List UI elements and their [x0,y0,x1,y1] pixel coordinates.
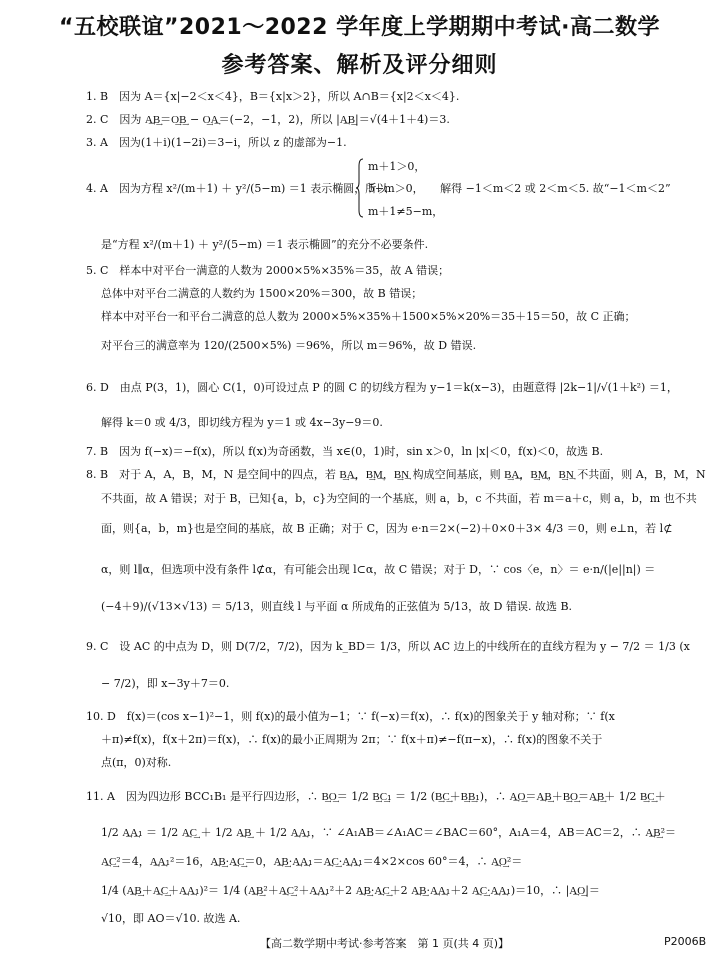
solution-line: √10，即 AO＝√10. 故选 A. [101,912,241,925]
solution-line: 5. C 样本中对平台一满意的人数为 2000×5%×35%＝35，故 A 错误； [86,264,450,277]
solution-line: α，则 l∥α，但选项中没有条件 l⊄α，有可能会出现 l⊂α，故 C 错误；对于 D，∵ cos〈e，n〉＝ e·n/(|e||n|) ＝ [101,563,656,576]
solution-line: ＋π)≠f(x)，f(x＋2π)＝f(x)，∴ f(x)的最小正周期为 2π；∵ f(x＋π)≠−f(π−x)，∴ f(x)的图象不关于 [101,733,603,746]
solution-line: 对平台三的满意率为 120/(2500×5%) ＝96%，所以 m＝96%，故 D 错误. [101,339,477,352]
solution-line: − 7/2)，即 x−3y＋7＝0. [101,677,230,690]
solution-line: 11. A 因为四边形 BCC₁B₁ 是平行四边形，∴ B͢O͢＝ 1/2 B͢C͢₁ ＝ 1/2 (B͢C͢＋B͢B͢₁)，∴ A͢O͢＝A͢B͢＋B͢O͢＝A͢B͢＋ 1/2 B͢C͢＋ [86,790,666,803]
solution-line: m＋1≠5−m， [368,205,444,218]
solution-line: (−4＋9)/(√13×√13) ＝ 5/13，则直线 l 与平面 α 所成角的正弦值为 5/13，故 D 错误. 故选 B. [101,600,573,613]
solution-line: 7. B 因为 f(−x)＝−f(x)，所以 f(x)为奇函数，当 x∈(0，1)时，sin x＞0，ln |x|＜0，f(x)＜0，故选 B. [86,445,604,458]
page-footer: 【高二数学期中考试·参考答案 第 1 页(共 4 页)】 [260,937,510,950]
solution-line: 1/4 (A͢B͢＋A͢C͢＋A͢A͢₁)²＝ 1/4 (A͢B͢²＋A͢C͢²＋A͢A͢₁²＋2 A͢B͢·A͢C͢＋2 A͢B͢·A͢A͢₁＋2 A͢C͢·A͢A͢₁)＝10，∴ |A͢O͢|＝ [101,884,600,897]
solution-line: 8. B 对于 A，A，B，M，N 是空间中的四点，若 B͢A͢，B͢M͢，B͢N͢ 构成空间基底，则 B͢A͢，B͢M͢，B͢N͢ 不共面，则 A，B，M，N [86,468,706,481]
solution-line: m＋1＞0， [368,160,426,173]
paper-code: P2006B [664,935,707,948]
solution-line: A͢C͢²＝4，A͢A͢₁²＝16，A͢B͢·A͢C͢＝0，A͢B͢·A͢A͢₁＝A͢C͢·A͢A͢₁＝4×2×cos 60°＝4，∴ A͢O͢²＝ [101,855,523,868]
page-subtitle: 参考答案、解析及评分细则 [221,53,498,78]
solution-line: 9. C 设 AC 的中点为 D，则 D(7/2，7/2)，因为 k_BD＝ 1/3，所以 AC 边上的中线所在的直线方程为 y − 7/2 ＝ 1/3 (x [86,640,690,653]
solution-line: 5−m＞0， 解得 −1＜m＜2 或 2＜m＜5. 故“−1＜m＜2” [368,182,671,195]
solution-line: 点(π，0)对称. [101,756,172,769]
solution-line: 总体中对平台二满意的人数约为 1500×20%＝300，故 B 错误； [101,287,423,300]
solution-line: 2. C 因为 A͢B͢＝O͢B͢ − O͢A͢＝(−2，−1，2)，所以 |A͢B͢|＝√(4＋1＋4)＝3. [86,113,450,126]
solution-line: 样本中对平台一和平台二满意的总人数为 2000×5%×35%＋1500×5%×20%＝35＋15＝50，故 C 正确； [101,310,636,323]
solution-line: 解得 k＝0 或 4/3，即切线方程为 y＝1 或 4x−3y−9＝0. [101,416,383,429]
solution-line: 不共面，故 A 错误；对于 B，已知{a，b，c}为空间的一个基底，则 a，b，c 不共面，若 m＝a＋c，则 a，b，m 也不共 [101,492,697,505]
solution-line: 是“方程 x²/(m＋1) ＋ y²/(5−m) ＝1 表示椭圆”的充分不必要条件. [101,238,429,251]
page-title: “五校联谊”2021～2022 学年度上学期期中考试·高二数学 [59,15,660,40]
solution-line: 3. A 因为(1＋i)(1−2i)＝3−i，所以 z 的虚部为−1. [86,136,347,149]
solution-line: 10. D f(x)＝(cos x−1)²−1，则 f(x)的最小值为−1；∵ f(−x)＝f(x)，∴ f(x)的图象关于 y 轴对称；∵ f(x [86,710,615,723]
solution-line: 6. D 由点 P(3，1)，圆心 C(1，0)可设过点 P 的圆 C 的切线方程为 y−1＝k(x−3)，由题意得 |2k−1|/√(1＋k²) ＝1， [86,381,678,394]
solution-line: 4. A 因为方程 x²/(m＋1) ＋ y²/(5−m) ＝1 表示椭圆，所以 [86,182,388,195]
solution-line: 1/2 A͢A͢₁ ＝ 1/2 A͢C͢ ＋ 1/2 A͢B͢ ＋ 1/2 A͢A͢₁，∵ ∠A₁AB＝∠A₁AC＝∠BAC＝60°，A₁A＝4，AB＝AC＝2，∴ A͢B͢²＝ [101,826,676,839]
solution-line: 面，则{a，b，m}也是空间的基底，故 B 正确；对于 C，因为 e·n＝2×(−2)＋0×0＋3× 4/3 ＝0，则 e⊥n，若 l⊄ [101,522,673,535]
solution-line: 1. B 因为 A＝{x|−2＜x＜4}，B＝{x|x＞2}，所以 A∩B＝{x|2＜x＜4}. [86,90,460,103]
